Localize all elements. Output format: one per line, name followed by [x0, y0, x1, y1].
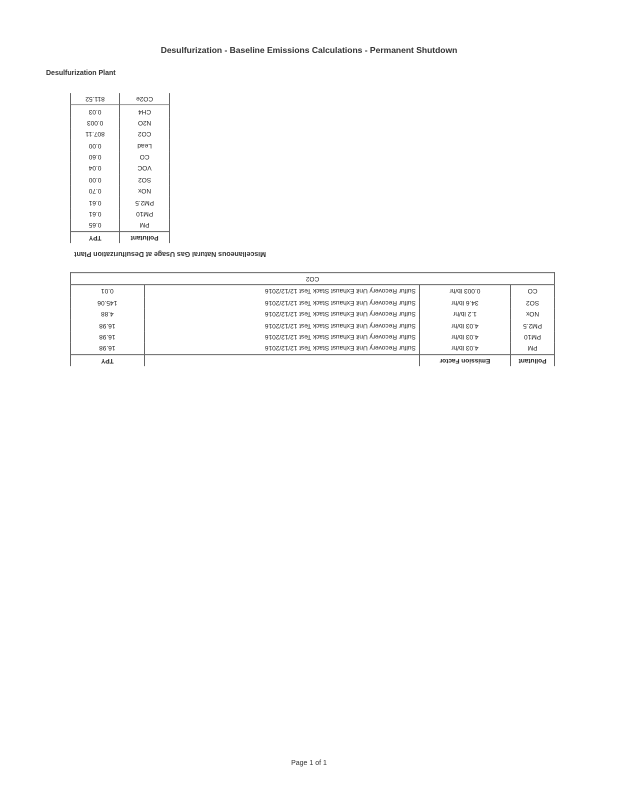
table-row	[71, 297, 555, 308]
table-row	[71, 320, 555, 331]
cell-tpy: 0.65	[71, 219, 120, 231]
cell-factor: 34.6 lb/hr	[419, 297, 510, 308]
cell-pollutant: CO2	[120, 128, 170, 139]
header-tpy: TPY	[71, 354, 145, 366]
page-title: Desulfurization - Baseline Emissions Calculations - Permanent Shutdown	[160, 45, 458, 55]
cell-factor: 4.03 lb/hr	[419, 342, 510, 354]
table-row	[71, 208, 170, 219]
cell-tpy: 16.98	[71, 342, 145, 354]
page-footer: Page 1 of 1	[291, 760, 327, 767]
table-row	[71, 174, 170, 185]
cell-pollutant: PM	[511, 342, 555, 354]
header-tpy: TPY	[71, 231, 120, 243]
cell-pollutant: SO2	[120, 174, 170, 185]
header-pollutant: Pollutant	[511, 354, 555, 366]
table-row	[71, 219, 170, 231]
cell-pollutant: NOx	[120, 185, 170, 196]
cell-pollutant: PM10	[511, 331, 555, 342]
cell-tpy: 0.61	[71, 197, 120, 208]
cell-tpy: 145.06	[71, 297, 145, 308]
table-header-row	[71, 354, 555, 366]
table-row	[71, 342, 555, 354]
cell-tpy: 0.61	[71, 208, 120, 219]
table-row	[71, 140, 170, 151]
header-pollutant: Pollutant	[120, 231, 170, 243]
table-header-row	[71, 231, 170, 243]
cell-tpy: 0.003	[71, 117, 120, 128]
cell-tpy: 16.98	[71, 320, 145, 331]
table-row	[71, 331, 555, 342]
header-emission-factor: Emission Factor	[419, 354, 510, 366]
cell-source: Sulfur Recovery Unit Exhaust Stack Test 12/12/2016	[144, 331, 419, 342]
cell-pollutant: PM2.5	[120, 197, 170, 208]
total-row	[71, 273, 555, 285]
section-label-desulfurization: Desulfurization Plant	[46, 70, 116, 77]
table-row	[71, 308, 555, 319]
cell-tpy: 4.88	[71, 308, 145, 319]
table-row	[71, 105, 170, 117]
cell-pollutant: PM	[120, 219, 170, 231]
table-row	[71, 162, 170, 173]
cell-tpy: 0.70	[71, 185, 120, 196]
table-row	[71, 285, 555, 297]
cell-source: Sulfur Recovery Unit Exhaust Stack Test 12/12/2016	[144, 342, 419, 354]
cell-factor: 4.03 lb/hr	[419, 320, 510, 331]
cell-tpy: 0.04	[71, 162, 120, 173]
cell-source: Sulfur Recovery Unit Exhaust Stack Test 12/12/2016	[144, 285, 419, 297]
cell-pollutant: CO2e	[120, 93, 170, 105]
cell-source: Sulfur Recovery Unit Exhaust Stack Test 12/12/2016	[144, 297, 419, 308]
table-row	[71, 117, 170, 128]
natural-gas-table	[70, 272, 555, 366]
cell-pollutant: SO2	[511, 297, 555, 308]
table-row	[71, 197, 170, 208]
desulfurization-table	[70, 93, 170, 243]
cell-tpy: 0.00	[71, 140, 120, 151]
cell-tpy: 16.98	[71, 331, 145, 342]
cell-pollutant: NOx	[511, 308, 555, 319]
table-row	[71, 151, 170, 162]
total-label: CO2	[71, 273, 555, 285]
table-row	[71, 93, 170, 105]
table-row	[71, 128, 170, 139]
cell-pollutant: CH4	[120, 105, 170, 117]
cell-factor: 1.2 lb/hr	[419, 308, 510, 319]
cell-factor: 0.003 lb/hr	[419, 285, 510, 297]
cell-factor: 4.03 lb/hr	[419, 331, 510, 342]
cell-source: Sulfur Recovery Unit Exhaust Stack Test 12/12/2016	[144, 308, 419, 319]
cell-tpy: 807.11	[71, 128, 120, 139]
cell-pollutant: PM10	[120, 208, 170, 219]
header-source	[144, 354, 419, 366]
cell-pollutant: VOC	[120, 162, 170, 173]
cell-source: Sulfur Recovery Unit Exhaust Stack Test 12/12/2016	[144, 320, 419, 331]
table-row	[71, 185, 170, 196]
cell-pollutant: Lead	[120, 140, 170, 151]
cell-tpy: 0.03	[71, 105, 120, 117]
cell-tpy: 0.00	[71, 174, 120, 185]
cell-tpy: 0.60	[71, 151, 120, 162]
section-label-natural-gas: Miscellaneous Natural Gas Usage at Desulfurization Plant	[74, 250, 266, 257]
cell-tpy: 0.01	[71, 285, 145, 297]
cell-tpy: 811.52	[71, 93, 120, 105]
cell-pollutant: CO	[511, 285, 555, 297]
cell-pollutant: N2O	[120, 117, 170, 128]
cell-pollutant: CO	[120, 151, 170, 162]
cell-pollutant: PM2.5	[511, 320, 555, 331]
